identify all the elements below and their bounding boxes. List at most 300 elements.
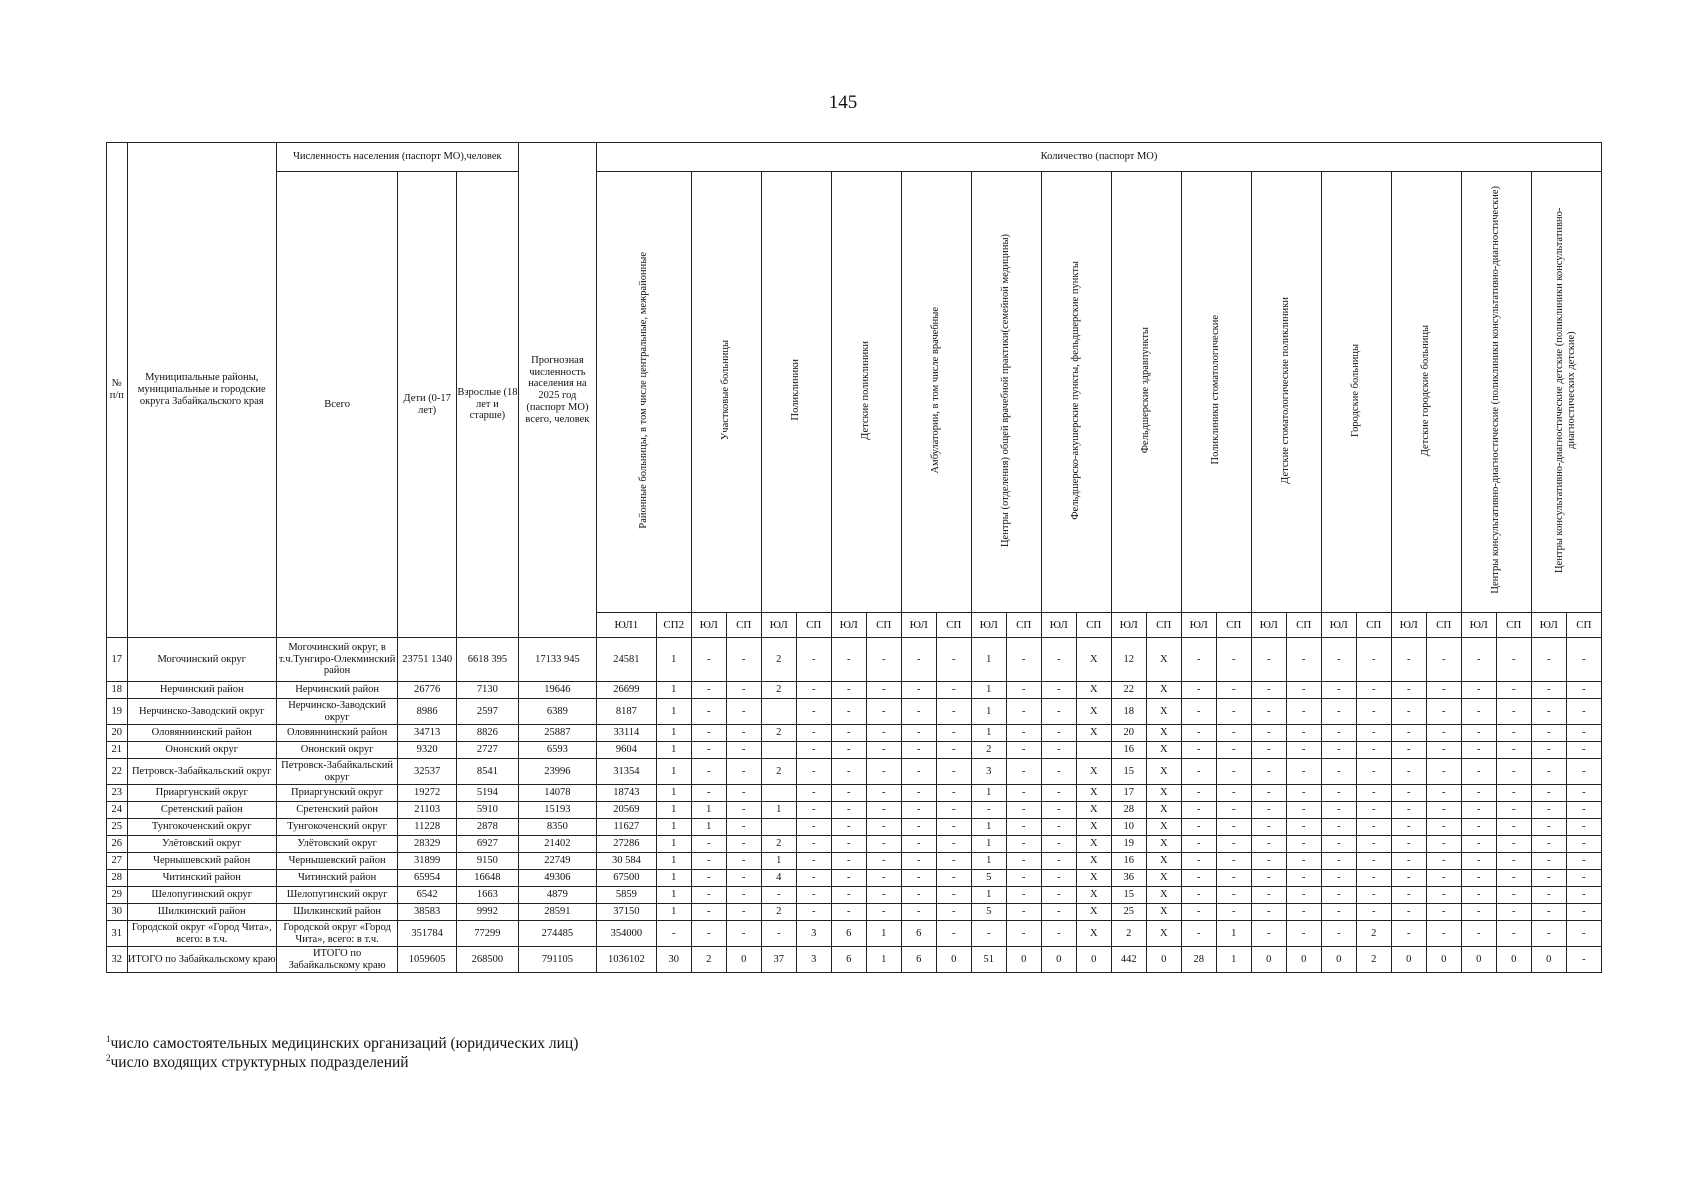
row-value: -	[901, 742, 936, 759]
row-value: 354000	[597, 921, 657, 947]
row-value: 1	[971, 699, 1006, 725]
row-forecast: 8350	[518, 819, 596, 836]
table-row	[107, 638, 1602, 682]
header-category-label: Детские стоматологические поликлиники	[1280, 296, 1292, 484]
row-value: -	[1461, 682, 1496, 699]
row-value: -	[936, 785, 971, 802]
row-total: 23751 1340	[398, 638, 457, 682]
row-value: -	[1391, 836, 1426, 853]
row-value: -	[1426, 904, 1461, 921]
row-value: X	[1076, 904, 1111, 921]
row-value: X	[1146, 853, 1181, 870]
row-all: Шелопугинский округ	[276, 887, 397, 904]
row-value: 1	[656, 887, 691, 904]
row-value	[761, 819, 796, 836]
row-value: -	[1321, 853, 1356, 870]
row-value: -	[1181, 904, 1216, 921]
row-value: 26699	[597, 682, 657, 699]
row-value: 0	[1531, 947, 1566, 973]
row-municipality: Петровск-Забайкальский округ	[127, 759, 276, 785]
row-number: 25	[107, 819, 128, 836]
row-value: -	[1216, 870, 1251, 887]
header-subcolumn: ЮЛ	[1321, 613, 1356, 638]
row-municipality: Шелопугинский округ	[127, 887, 276, 904]
row-number: 19	[107, 699, 128, 725]
row-value: -	[1356, 785, 1391, 802]
row-children: 6927	[457, 836, 519, 853]
row-value: -	[691, 759, 726, 785]
row-value: -	[1461, 819, 1496, 836]
row-value: 1	[971, 836, 1006, 853]
row-value: X	[1146, 699, 1181, 725]
row-value: -	[1286, 785, 1321, 802]
row-value: 15	[1111, 759, 1146, 785]
header-subcolumn: ЮЛ	[1181, 613, 1216, 638]
row-value: -	[1356, 904, 1391, 921]
row-value: -	[1216, 887, 1251, 904]
row-all: Нерчинский район	[276, 682, 397, 699]
row-children: 9150	[457, 853, 519, 870]
row-value: -	[726, 785, 761, 802]
row-value: 0	[1286, 947, 1321, 973]
row-forecast: 49306	[518, 870, 596, 887]
row-value: -	[1006, 836, 1041, 853]
row-value: -	[691, 682, 726, 699]
row-value: -	[1531, 870, 1566, 887]
row-value: -	[1321, 802, 1356, 819]
row-value: -	[1251, 904, 1286, 921]
row-value: -	[866, 725, 901, 742]
row-value: -	[901, 819, 936, 836]
row-value: -	[936, 904, 971, 921]
row-number: 18	[107, 682, 128, 699]
row-value: -	[1041, 802, 1076, 819]
row-value: 6	[901, 921, 936, 947]
row-value: -	[726, 682, 761, 699]
row-value: X	[1076, 759, 1111, 785]
header-subcolumn: СП	[796, 613, 831, 638]
row-value: -	[1251, 742, 1286, 759]
row-value: -	[761, 887, 796, 904]
row-all: Оловяннинский район	[276, 725, 397, 742]
row-value: -	[691, 870, 726, 887]
header-subcolumn: ЮЛ	[1111, 613, 1146, 638]
row-value: 1	[761, 853, 796, 870]
row-value: 0	[936, 947, 971, 973]
header-category	[1461, 172, 1531, 613]
header-subcolumn: ЮЛ	[691, 613, 726, 638]
row-value: 1	[656, 870, 691, 887]
row-value: -	[1566, 921, 1601, 947]
footnotes	[106, 1034, 578, 1073]
row-value: -	[691, 785, 726, 802]
row-value: -	[1321, 725, 1356, 742]
row-value: 1	[971, 819, 1006, 836]
row-value: -	[1531, 725, 1566, 742]
header-subcolumn: СП	[1146, 613, 1181, 638]
row-value: -	[1391, 682, 1426, 699]
row-value: 10	[1111, 819, 1146, 836]
row-value: -	[1321, 819, 1356, 836]
row-value: -	[691, 904, 726, 921]
row-value: 1	[656, 759, 691, 785]
header-subcolumn: ЮЛ	[831, 613, 866, 638]
row-value: -	[1391, 870, 1426, 887]
header-category	[1181, 172, 1251, 613]
row-value: -	[1251, 836, 1286, 853]
row-value: -	[831, 638, 866, 682]
row-forecast: 19646	[518, 682, 596, 699]
row-value: 3	[971, 759, 1006, 785]
header-subcolumn: СП	[1216, 613, 1251, 638]
row-value: -	[1216, 682, 1251, 699]
row-value: -	[1496, 887, 1531, 904]
row-value: -	[1391, 904, 1426, 921]
row-number: 20	[107, 725, 128, 742]
row-value: -	[761, 921, 796, 947]
row-value: -	[796, 870, 831, 887]
row-value: -	[1426, 725, 1461, 742]
row-value: 36	[1111, 870, 1146, 887]
row-value: X	[1076, 819, 1111, 836]
row-children: 16648	[457, 870, 519, 887]
header-pop-adults: Взрослые (18 лет и старше)	[457, 172, 519, 638]
row-value: 2	[761, 638, 796, 682]
row-value: -	[796, 853, 831, 870]
row-value: -	[866, 785, 901, 802]
row-value: 51	[971, 947, 1006, 973]
row-value: -	[691, 725, 726, 742]
row-value: 15	[1111, 887, 1146, 904]
row-total: 1059605	[398, 947, 457, 973]
row-value: -	[1496, 802, 1531, 819]
row-value: -	[691, 921, 726, 947]
row-value: -	[1496, 759, 1531, 785]
header-category	[1321, 172, 1391, 613]
row-value: -	[831, 904, 866, 921]
row-value: -	[1181, 819, 1216, 836]
row-value: 1	[656, 742, 691, 759]
row-number: 28	[107, 870, 128, 887]
table-row	[107, 887, 1602, 904]
row-value: -	[1286, 904, 1321, 921]
row-all: Городской округ «Город Чита», всего: в т.ч.	[276, 921, 397, 947]
row-value: -	[936, 921, 971, 947]
row-all: Читинский район	[276, 870, 397, 887]
row-value: 1	[866, 921, 901, 947]
row-value: -	[831, 785, 866, 802]
row-value: -	[901, 682, 936, 699]
row-value: -	[1531, 785, 1566, 802]
row-municipality: Оловяннинский район	[127, 725, 276, 742]
row-value: X	[1146, 921, 1181, 947]
row-value: -	[1531, 836, 1566, 853]
row-value: -	[1496, 638, 1531, 682]
row-value: -	[1181, 870, 1216, 887]
row-value: -	[796, 802, 831, 819]
row-value: -	[1251, 802, 1286, 819]
row-value: 24581	[597, 638, 657, 682]
medical-facilities-table	[106, 142, 1602, 973]
row-value: -	[1251, 887, 1286, 904]
row-value: -	[1566, 904, 1601, 921]
row-value: -	[691, 836, 726, 853]
row-value: -	[1496, 853, 1531, 870]
row-value: -	[866, 638, 901, 682]
row-value: -	[831, 853, 866, 870]
row-value: -	[936, 819, 971, 836]
row-municipality: Нерчинско-Заводский округ	[127, 699, 276, 725]
row-value: -	[1006, 725, 1041, 742]
row-value: -	[1461, 904, 1496, 921]
row-forecast: 274485	[518, 921, 596, 947]
row-value: -	[726, 819, 761, 836]
row-value: -	[936, 870, 971, 887]
row-value: -	[1426, 887, 1461, 904]
row-value: -	[1321, 836, 1356, 853]
row-value: X	[1076, 725, 1111, 742]
row-value: -	[901, 638, 936, 682]
row-value: 20	[1111, 725, 1146, 742]
row-value: -	[1391, 725, 1426, 742]
header-population-group: Численность населения (паспорт МО),человек	[276, 143, 518, 172]
row-value: -	[1251, 699, 1286, 725]
row-value: -	[866, 682, 901, 699]
row-value: -	[1426, 802, 1461, 819]
header-subcolumn: ЮЛ	[1251, 613, 1286, 638]
row-value: -	[1461, 802, 1496, 819]
row-value: -	[1566, 725, 1601, 742]
row-value: -	[1321, 887, 1356, 904]
row-total: 65954	[398, 870, 457, 887]
row-value: -	[1426, 682, 1461, 699]
header-category-label: Центры консультативно-диагностические (поликлиники консультативно-диагностические)	[1490, 186, 1502, 594]
table-row	[107, 921, 1602, 947]
row-value: -	[796, 682, 831, 699]
row-value: -	[1566, 785, 1601, 802]
row-value: 1	[691, 819, 726, 836]
row-value: 17	[1111, 785, 1146, 802]
row-value: -	[1426, 921, 1461, 947]
row-municipality: Сретенский район	[127, 802, 276, 819]
row-value: -	[936, 638, 971, 682]
row-value: 5	[971, 904, 1006, 921]
row-value: X	[1146, 725, 1181, 742]
row-value: -	[726, 802, 761, 819]
row-value: X	[1076, 682, 1111, 699]
row-value: -	[1496, 870, 1531, 887]
row-value: -	[1321, 759, 1356, 785]
row-value: X	[1146, 802, 1181, 819]
footnote-text: число самостоятельных медицинских организаций (юридических лиц)	[110, 1035, 579, 1052]
header-category-label: Участковые больницы	[720, 340, 732, 441]
row-value: -	[1286, 699, 1321, 725]
row-value: -	[1286, 742, 1321, 759]
row-value: 30 584	[597, 853, 657, 870]
table-row	[107, 725, 1602, 742]
row-value: 2	[1111, 921, 1146, 947]
row-value: -	[901, 802, 936, 819]
row-value: -	[1251, 921, 1286, 947]
row-value: -	[1006, 853, 1041, 870]
row-value: -	[1566, 742, 1601, 759]
row-value: -	[1531, 887, 1566, 904]
table-row	[107, 947, 1602, 973]
row-value: -	[1181, 682, 1216, 699]
table-row	[107, 742, 1602, 759]
row-value: -	[1181, 802, 1216, 819]
row-value: -	[1566, 802, 1601, 819]
row-value: -	[1566, 682, 1601, 699]
row-value: -	[1041, 819, 1076, 836]
row-value: -	[1251, 638, 1286, 682]
row-value: -	[1321, 682, 1356, 699]
header-subcolumn: СП	[726, 613, 761, 638]
row-value: 4	[761, 870, 796, 887]
row-value: -	[866, 836, 901, 853]
row-value: -	[1041, 904, 1076, 921]
row-value: -	[1181, 638, 1216, 682]
row-value: -	[1531, 802, 1566, 819]
header-category	[901, 172, 971, 613]
row-value: -	[1461, 853, 1496, 870]
row-all: Тунгокоченский округ	[276, 819, 397, 836]
row-value: -	[796, 725, 831, 742]
header-num: № п/п	[107, 143, 128, 638]
row-all: Улётовский округ	[276, 836, 397, 853]
row-children: 5910	[457, 802, 519, 819]
header-forecast: Прогнозная численность населения на 2025 год (паспорт МО) всего, человек	[518, 143, 596, 638]
row-value: -	[1216, 819, 1251, 836]
row-value: 11627	[597, 819, 657, 836]
row-value	[761, 785, 796, 802]
header-category	[971, 172, 1041, 613]
header-category-label: Фельдшерские здравпункты	[1140, 326, 1152, 454]
row-value: X	[1146, 836, 1181, 853]
table-row	[107, 819, 1602, 836]
header-category-label: Детские поликлиники	[860, 340, 872, 440]
row-value: -	[691, 742, 726, 759]
row-value: -	[1286, 853, 1321, 870]
row-total: 32537	[398, 759, 457, 785]
row-children: 2727	[457, 742, 519, 759]
row-value: -	[1251, 682, 1286, 699]
row-value: -	[866, 853, 901, 870]
row-value: -	[1216, 638, 1251, 682]
row-value: 28	[1111, 802, 1146, 819]
row-value: -	[1356, 682, 1391, 699]
row-value: -	[936, 699, 971, 725]
row-value: 0	[1146, 947, 1181, 973]
row-value: -	[726, 887, 761, 904]
row-value: -	[1461, 759, 1496, 785]
row-value: -	[1216, 742, 1251, 759]
row-value: 1	[971, 725, 1006, 742]
row-value: -	[831, 887, 866, 904]
row-value: 31354	[597, 759, 657, 785]
row-value: 67500	[597, 870, 657, 887]
row-value: 0	[1426, 947, 1461, 973]
row-total: 6542	[398, 887, 457, 904]
row-value: 2	[1356, 947, 1391, 973]
row-value: -	[1531, 638, 1566, 682]
header-subcolumn: ЮЛ	[971, 613, 1006, 638]
row-value: -	[901, 853, 936, 870]
header-subcolumn: СП	[1006, 613, 1041, 638]
row-value: -	[1391, 699, 1426, 725]
row-value: -	[1286, 836, 1321, 853]
row-value: -	[1251, 725, 1286, 742]
row-value: -	[1286, 870, 1321, 887]
row-total: 9320	[398, 742, 457, 759]
row-value: -	[1321, 921, 1356, 947]
row-value: -	[726, 742, 761, 759]
header-category	[1111, 172, 1181, 613]
row-value: -	[866, 819, 901, 836]
header-category-label: Центры консультативно-диагностические детские (поликлиники консультативно-диагностических детские)	[1554, 207, 1578, 573]
row-value: -	[1216, 904, 1251, 921]
header-subcolumn: СП	[1426, 613, 1461, 638]
row-value: 9604	[597, 742, 657, 759]
row-value: -	[936, 853, 971, 870]
row-value: 33114	[597, 725, 657, 742]
row-value: -	[1426, 638, 1461, 682]
row-value: -	[1041, 870, 1076, 887]
row-value: 18	[1111, 699, 1146, 725]
row-value: 1	[971, 785, 1006, 802]
row-all: Могочинский округ, в т.ч.Тунгиро-Олекминский район	[276, 638, 397, 682]
row-value: 30	[656, 947, 691, 973]
header-subcolumn: ЮЛ1	[597, 613, 657, 638]
row-value: -	[1356, 887, 1391, 904]
row-value: X	[1076, 802, 1111, 819]
row-value: 2	[691, 947, 726, 973]
header-subcolumn: СП	[1496, 613, 1531, 638]
row-value: -	[1216, 699, 1251, 725]
row-all: Сретенский район	[276, 802, 397, 819]
row-value: -	[901, 785, 936, 802]
row-value: -	[1426, 699, 1461, 725]
row-value: -	[796, 742, 831, 759]
row-value: -	[1496, 785, 1531, 802]
header-category	[831, 172, 901, 613]
header-subcolumn: СП	[1076, 613, 1111, 638]
table-row	[107, 802, 1602, 819]
row-value: 0	[1041, 947, 1076, 973]
row-value: X	[1146, 904, 1181, 921]
row-value: -	[1041, 785, 1076, 802]
row-value: -	[1006, 699, 1041, 725]
row-total: 31899	[398, 853, 457, 870]
header-category	[1251, 172, 1321, 613]
row-value: -	[691, 638, 726, 682]
table-row	[107, 904, 1602, 921]
row-value: -	[1041, 725, 1076, 742]
row-value: 20569	[597, 802, 657, 819]
row-value: -	[1356, 725, 1391, 742]
row-value: X	[1146, 870, 1181, 887]
row-value: -	[1181, 742, 1216, 759]
row-value: X	[1076, 870, 1111, 887]
row-value: -	[1216, 836, 1251, 853]
row-value: 5	[971, 870, 1006, 887]
row-value: -	[1531, 819, 1566, 836]
row-value: -	[831, 682, 866, 699]
row-value: -	[971, 802, 1006, 819]
row-value: -	[691, 699, 726, 725]
row-value: -	[1041, 682, 1076, 699]
row-value: 1	[656, 836, 691, 853]
